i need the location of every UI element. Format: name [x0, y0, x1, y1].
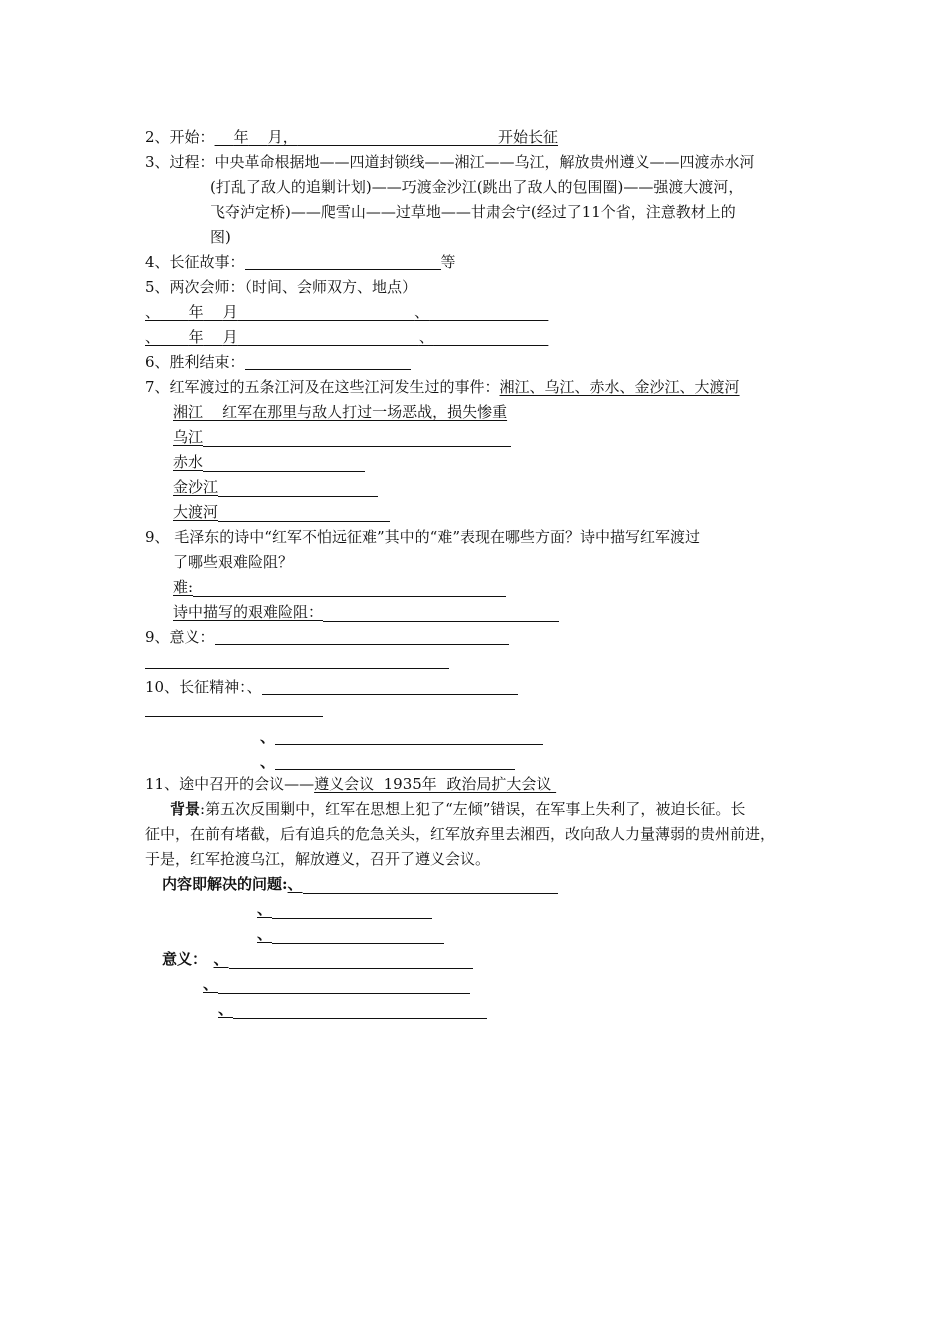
q7-wujiang: 乌江: [173, 425, 511, 450]
q5-row-1: 、 年 月 、: [145, 303, 430, 321]
q11-meaning-label: 意义：: [162, 950, 200, 968]
q7-dadu: 大渡河: [173, 500, 390, 525]
q7-jinsha-blank[interactable]: [218, 478, 378, 497]
q9b-blank-2[interactable]: [145, 650, 449, 669]
q7-xiangjiang: 湘江 红军在那里与敌人打过一场恶战，损失惨重: [173, 403, 508, 421]
q6-blank[interactable]: [245, 351, 411, 370]
q5-label: 5、两次会师：（时间、会师双方、地点）: [145, 278, 418, 296]
q11-meeting: 遵义会议 1935年 政治局扩大会议: [314, 775, 557, 793]
q11-bg-line-1: 背景:第五次反围剿中，红军在思想上犯了“左倾”错误，在军事上失利了，被迫长征。长: [170, 800, 746, 818]
q4-blank[interactable]: [245, 251, 441, 270]
q9b-blank-1[interactable]: [215, 626, 509, 645]
q9-line-2: 了哪些艰难险阻？: [173, 553, 294, 571]
q9-poem-blank[interactable]: [323, 603, 559, 622]
q7-line: 7、红军渡过的五条江河及在这些江河发生过的事件：湘江、乌江、赤水、金沙江、大渡河: [145, 378, 740, 396]
q10-row-3: 、: [260, 725, 543, 750]
q2-month: 月，: [267, 128, 298, 146]
q10-blank-4[interactable]: [275, 751, 515, 770]
q11-meaning-blank-3[interactable]: [233, 1000, 487, 1019]
q11-content-row-3: 、: [257, 922, 444, 947]
q9-poem: 诗中描写的艰难险阻：: [173, 600, 559, 625]
q11-content-line: 内容即解决的问题:、: [162, 872, 558, 897]
q2-year: 年: [233, 128, 249, 146]
q11-bg-label: 背景: [170, 800, 201, 818]
q11-content-label: 内容即解决的问题:: [162, 875, 288, 893]
q9-nan: 难:: [173, 575, 506, 600]
q3-line-4: 图): [210, 228, 231, 246]
q11-meaning-row-2: 、: [203, 972, 470, 997]
q2-blank[interactable]: [298, 128, 498, 146]
q7-dadu-blank[interactable]: [218, 503, 390, 522]
q11-meaning-line: 意义： 、: [162, 947, 473, 972]
q4-line: 4、长征故事： 等: [145, 253, 456, 271]
q7-rivers: 湘江、乌江、赤水、金沙江、大渡河: [499, 378, 740, 396]
q11-bg-line-2: 征中，在前有堵截，后有追兵的危急关头，红军放弃里去湘西，改向敌人力量薄弱的贵州前进，: [145, 825, 776, 843]
q7-chishui: 赤水: [173, 450, 365, 475]
q11-line: 11、途中召开的会议——遵义会议 1935年 政治局扩大会议: [145, 775, 557, 793]
q11-content-row-2: 、: [257, 897, 432, 922]
q7-wujiang-blank[interactable]: [203, 428, 511, 447]
q6-line: 6、胜利结束：: [145, 350, 411, 375]
q9-line-1: 9、 毛泽东的诗中“红军不怕远征难”其中的“难”表现在哪些方面？诗中描写红军渡过: [145, 528, 700, 546]
q3-line-1: 3、过程：中央革命根据地——四道封锁线——湘江——乌江，解放贵州遵义——四渡赤水河: [145, 153, 755, 171]
q10-blank-3[interactable]: [275, 726, 543, 745]
q10-line: 10、长征精神：、: [145, 675, 518, 700]
q11-meaning-row-3: 、: [218, 997, 487, 1022]
q11-meaning-blank-2[interactable]: [218, 975, 470, 994]
q10-blank-1[interactable]: [262, 676, 518, 695]
q5-row-2: 、 年 月 、: [145, 328, 434, 346]
q10-row-4: 、: [260, 750, 515, 775]
q2-tail: 开始长征: [498, 128, 559, 146]
q3-line-3: 飞夺泸定桥)——爬雪山——过草地——甘肃会宁(经过了11个省，注意教材上的: [210, 203, 736, 221]
q7-chishui-blank[interactable]: [203, 453, 365, 472]
q2-line: 2、开始： 年 月， 开始长征: [145, 128, 559, 146]
q11-bg-line-3: 于是，红军抢渡乌江，解放遵义，召开了遵义会议。: [145, 850, 491, 868]
q10-blank-2[interactable]: [145, 698, 323, 717]
q11-content-blank-3[interactable]: [272, 925, 444, 944]
q3-line-2: (打乱了敌人的追剿计划)——巧渡金沙江(跳出了敌人的包围圈)——强渡大渡河，: [210, 178, 744, 196]
q9-nan-blank[interactable]: [193, 578, 506, 597]
q11-meaning-blank-1[interactable]: [229, 950, 473, 969]
q11-content-blank-2[interactable]: [272, 900, 432, 919]
q7-jinsha: 金沙江: [173, 475, 378, 500]
q11-content-blank-1[interactable]: [303, 875, 558, 894]
q9b-line: 9、意义：: [145, 625, 509, 650]
